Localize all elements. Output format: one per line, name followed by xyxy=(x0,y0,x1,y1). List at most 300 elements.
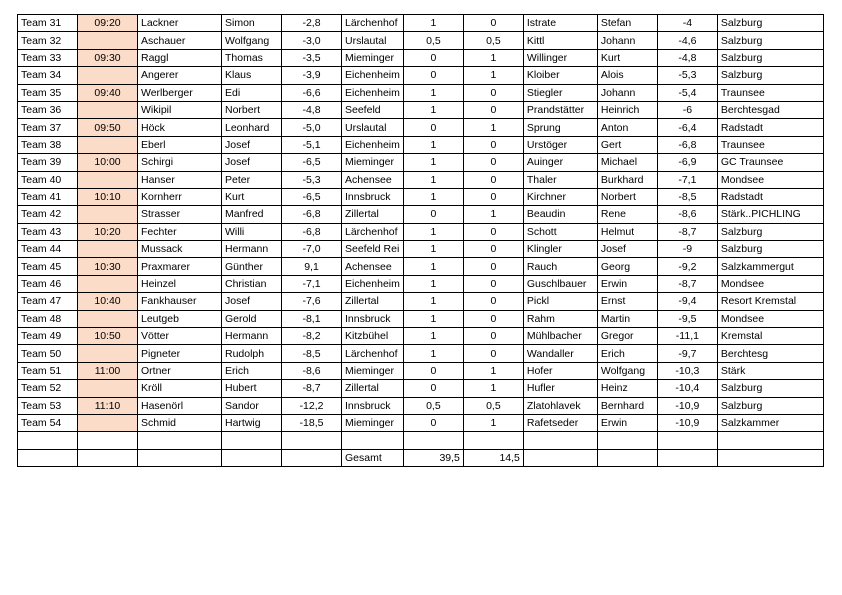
lastname-b-cell: Zlatohlavek xyxy=(523,397,597,414)
firstname-a-cell: Hubert xyxy=(222,380,282,397)
empty-cell xyxy=(138,432,222,449)
points-b-cell: 1 xyxy=(463,362,523,379)
table-row xyxy=(18,362,824,379)
firstname-a-cell: Manfred xyxy=(222,206,282,223)
firstname-b-cell: Bernhard xyxy=(597,397,657,414)
lastname-a-cell: Schirgi xyxy=(138,154,222,171)
tee-time-cell: 09:20 xyxy=(78,15,138,32)
team-cell: Team 51 xyxy=(18,362,78,379)
empty-cell xyxy=(138,449,222,466)
club-b-cell: Salzburg xyxy=(717,223,823,240)
tee-time-cell xyxy=(78,171,138,188)
handicap-a-cell: -12,2 xyxy=(282,397,342,414)
club-a-cell: Eichenheim xyxy=(342,136,404,153)
handicap-b-cell: -8,6 xyxy=(657,206,717,223)
tee-time-cell: 09:40 xyxy=(78,84,138,101)
points-a-cell: 0 xyxy=(403,67,463,84)
table-row xyxy=(18,136,824,153)
lastname-b-cell: Urstöger xyxy=(523,136,597,153)
lastname-b-cell: Mühlbacher xyxy=(523,328,597,345)
empty-cell xyxy=(657,432,717,449)
points-a-cell: 1 xyxy=(403,136,463,153)
empty-cell xyxy=(403,432,463,449)
tee-time-cell: 11:00 xyxy=(78,362,138,379)
empty-cell xyxy=(657,449,717,466)
handicap-b-cell: -6,8 xyxy=(657,136,717,153)
firstname-a-cell: Edi xyxy=(222,84,282,101)
table-row xyxy=(18,293,824,310)
team-cell: Team 54 xyxy=(18,414,78,431)
club-b-cell: Resort Kremstal xyxy=(717,293,823,310)
table-row xyxy=(18,414,824,431)
team-cell: Team 46 xyxy=(18,275,78,292)
points-b-cell: 0,5 xyxy=(463,397,523,414)
handicap-a-cell: -7,1 xyxy=(282,275,342,292)
tee-time-cell: 10:30 xyxy=(78,258,138,275)
club-b-cell: Traunsee xyxy=(717,84,823,101)
tee-time-cell xyxy=(78,414,138,431)
firstname-b-cell: Kurt xyxy=(597,49,657,66)
handicap-a-cell: -3,9 xyxy=(282,67,342,84)
points-b-cell: 1 xyxy=(463,206,523,223)
firstname-a-cell: Hermann xyxy=(222,241,282,258)
tee-time-cell xyxy=(78,32,138,49)
club-b-cell: Salzburg xyxy=(717,67,823,84)
table-row xyxy=(18,345,824,362)
handicap-a-cell: -5,0 xyxy=(282,119,342,136)
tee-time-cell: 10:00 xyxy=(78,154,138,171)
handicap-b-cell: -9,4 xyxy=(657,293,717,310)
club-a-cell: Kitzbühel xyxy=(342,328,404,345)
lastname-a-cell: Strasser xyxy=(138,206,222,223)
points-b-cell: 0 xyxy=(463,136,523,153)
points-b-cell: 0 xyxy=(463,293,523,310)
firstname-a-cell: Norbert xyxy=(222,101,282,118)
points-a-cell: 1 xyxy=(403,188,463,205)
lastname-a-cell: Kröll xyxy=(138,380,222,397)
club-b-cell: Mondsee xyxy=(717,171,823,188)
team-cell: Team 44 xyxy=(18,241,78,258)
firstname-a-cell: Josef xyxy=(222,293,282,310)
team-cell: Team 47 xyxy=(18,293,78,310)
club-a-cell: Seefeld Rei xyxy=(342,241,404,258)
handicap-a-cell: -7,6 xyxy=(282,293,342,310)
club-a-cell: Mieminger xyxy=(342,154,404,171)
handicap-a-cell: -7,0 xyxy=(282,241,342,258)
club-a-cell: Zillertal xyxy=(342,380,404,397)
total-points-a: 39,5 xyxy=(403,449,463,466)
team-cell: Team 32 xyxy=(18,32,78,49)
handicap-b-cell: -8,5 xyxy=(657,188,717,205)
club-b-cell: Salzburg xyxy=(717,397,823,414)
firstname-a-cell: Klaus xyxy=(222,67,282,84)
points-b-cell: 0 xyxy=(463,15,523,32)
points-a-cell: 1 xyxy=(403,275,463,292)
firstname-a-cell: Christian xyxy=(222,275,282,292)
empty-cell xyxy=(597,432,657,449)
points-a-cell: 0 xyxy=(403,380,463,397)
firstname-a-cell: Thomas xyxy=(222,49,282,66)
club-b-cell: GC Traunsee xyxy=(717,154,823,171)
lastname-a-cell: Aschauer xyxy=(138,32,222,49)
team-cell: Team 36 xyxy=(18,101,78,118)
firstname-a-cell: Hartwig xyxy=(222,414,282,431)
points-b-cell: 1 xyxy=(463,380,523,397)
handicap-b-cell: -9,7 xyxy=(657,345,717,362)
club-a-cell: Eichenheim xyxy=(342,84,404,101)
club-a-cell: Urslautal xyxy=(342,119,404,136)
empty-cell xyxy=(78,432,138,449)
lastname-b-cell: Klingler xyxy=(523,241,597,258)
club-b-cell: Stärk xyxy=(717,362,823,379)
lastname-a-cell: Angerer xyxy=(138,67,222,84)
points-a-cell: 0,5 xyxy=(403,397,463,414)
table-row xyxy=(18,188,824,205)
club-b-cell: Berchtesgad xyxy=(717,101,823,118)
empty-cell xyxy=(222,432,282,449)
handicap-b-cell: -6,4 xyxy=(657,119,717,136)
firstname-b-cell: Johann xyxy=(597,32,657,49)
team-cell: Team 52 xyxy=(18,380,78,397)
empty-cell xyxy=(717,449,823,466)
points-b-cell: 0 xyxy=(463,84,523,101)
points-a-cell: 1 xyxy=(403,171,463,188)
firstname-b-cell: Burkhard xyxy=(597,171,657,188)
firstname-a-cell: Hermann xyxy=(222,328,282,345)
club-a-cell: Innsbruck xyxy=(342,310,404,327)
handicap-b-cell: -4,6 xyxy=(657,32,717,49)
points-a-cell: 1 xyxy=(403,15,463,32)
tee-time-cell: 09:50 xyxy=(78,119,138,136)
club-a-cell: Achensee xyxy=(342,171,404,188)
lastname-b-cell: Rauch xyxy=(523,258,597,275)
club-b-cell: Salzkammer xyxy=(717,414,823,431)
team-cell: Team 38 xyxy=(18,136,78,153)
firstname-b-cell: Stefan xyxy=(597,15,657,32)
firstname-b-cell: Erwin xyxy=(597,275,657,292)
firstname-b-cell: Martin xyxy=(597,310,657,327)
table-row xyxy=(18,223,824,240)
firstname-b-cell: Michael xyxy=(597,154,657,171)
firstname-a-cell: Josef xyxy=(222,154,282,171)
handicap-a-cell: -6,5 xyxy=(282,154,342,171)
handicap-b-cell: -6 xyxy=(657,101,717,118)
team-cell: Team 48 xyxy=(18,310,78,327)
firstname-b-cell: Ernst xyxy=(597,293,657,310)
lastname-b-cell: Hufler xyxy=(523,380,597,397)
points-b-cell: 0 xyxy=(463,188,523,205)
team-cell: Team 40 xyxy=(18,171,78,188)
table-row xyxy=(18,84,824,101)
club-b-cell: Salzburg xyxy=(717,15,823,32)
points-b-cell: 0 xyxy=(463,154,523,171)
total-points-b: 14,5 xyxy=(463,449,523,466)
handicap-b-cell: -10,9 xyxy=(657,414,717,431)
points-b-cell: 1 xyxy=(463,67,523,84)
lastname-a-cell: Heinzel xyxy=(138,275,222,292)
lastname-a-cell: Fankhauser xyxy=(138,293,222,310)
points-b-cell: 0 xyxy=(463,258,523,275)
tee-time-cell xyxy=(78,310,138,327)
team-cell: Team 37 xyxy=(18,119,78,136)
firstname-a-cell: Sandor xyxy=(222,397,282,414)
firstname-b-cell: Wolfgang xyxy=(597,362,657,379)
club-a-cell: Eichenheim xyxy=(342,67,404,84)
team-cell: Team 41 xyxy=(18,188,78,205)
table-row xyxy=(18,380,824,397)
handicap-a-cell: -8,5 xyxy=(282,345,342,362)
firstname-a-cell: Leonhard xyxy=(222,119,282,136)
lastname-b-cell: Thaler xyxy=(523,171,597,188)
table-row xyxy=(18,258,824,275)
handicap-a-cell: -6,8 xyxy=(282,223,342,240)
tee-time-cell: 10:20 xyxy=(78,223,138,240)
points-a-cell: 1 xyxy=(403,258,463,275)
total-row xyxy=(18,449,824,466)
lastname-b-cell: Willinger xyxy=(523,49,597,66)
club-a-cell: Zillertal xyxy=(342,293,404,310)
lastname-a-cell: Lackner xyxy=(138,15,222,32)
points-a-cell: 0 xyxy=(403,414,463,431)
lastname-a-cell: Wikipil xyxy=(138,101,222,118)
tee-time-cell: 09:30 xyxy=(78,49,138,66)
table-row xyxy=(18,310,824,327)
lastname-a-cell: Schmid xyxy=(138,414,222,431)
lastname-a-cell: Hanser xyxy=(138,171,222,188)
table-row xyxy=(18,154,824,171)
empty-cell xyxy=(523,449,597,466)
firstname-a-cell: Günther xyxy=(222,258,282,275)
empty-cell xyxy=(18,432,78,449)
tee-time-cell: 11:10 xyxy=(78,397,138,414)
points-a-cell: 0,5 xyxy=(403,32,463,49)
handicap-a-cell: -18,5 xyxy=(282,414,342,431)
handicap-b-cell: -10,3 xyxy=(657,362,717,379)
lastname-b-cell: Kirchner xyxy=(523,188,597,205)
points-b-cell: 1 xyxy=(463,119,523,136)
tee-time-cell: 10:50 xyxy=(78,328,138,345)
handicap-a-cell: -6,5 xyxy=(282,188,342,205)
club-a-cell: Mieminger xyxy=(342,362,404,379)
results-table xyxy=(17,14,824,467)
handicap-b-cell: -6,9 xyxy=(657,154,717,171)
points-a-cell: 1 xyxy=(403,241,463,258)
handicap-b-cell: -9,5 xyxy=(657,310,717,327)
points-a-cell: 1 xyxy=(403,101,463,118)
team-cell: Team 31 xyxy=(18,15,78,32)
tee-time-cell xyxy=(78,136,138,153)
club-a-cell: Lärchenhof xyxy=(342,15,404,32)
empty-cell xyxy=(222,449,282,466)
firstname-b-cell: Josef xyxy=(597,241,657,258)
lastname-a-cell: Werlberger xyxy=(138,84,222,101)
lastname-b-cell: Wandaller xyxy=(523,345,597,362)
points-b-cell: 0 xyxy=(463,223,523,240)
firstname-b-cell: Georg xyxy=(597,258,657,275)
empty-cell xyxy=(342,432,404,449)
table-row xyxy=(18,397,824,414)
empty-cell xyxy=(523,432,597,449)
table-row xyxy=(18,101,824,118)
empty-cell xyxy=(717,432,823,449)
firstname-b-cell: Heinrich xyxy=(597,101,657,118)
club-b-cell: Radstadt xyxy=(717,188,823,205)
firstname-a-cell: Gerold xyxy=(222,310,282,327)
handicap-b-cell: -7,1 xyxy=(657,171,717,188)
lastname-a-cell: Vötter xyxy=(138,328,222,345)
handicap-b-cell: -10,9 xyxy=(657,397,717,414)
team-cell: Team 50 xyxy=(18,345,78,362)
firstname-a-cell: Peter xyxy=(222,171,282,188)
empty-cell xyxy=(282,449,342,466)
empty-cell xyxy=(18,449,78,466)
tee-time-cell xyxy=(78,275,138,292)
results-body xyxy=(18,15,824,467)
firstname-a-cell: Josef xyxy=(222,136,282,153)
handicap-a-cell: -5,3 xyxy=(282,171,342,188)
handicap-b-cell: -5,3 xyxy=(657,67,717,84)
lastname-a-cell: Mussack xyxy=(138,241,222,258)
lastname-a-cell: Fechter xyxy=(138,223,222,240)
firstname-a-cell: Simon xyxy=(222,15,282,32)
handicap-a-cell: -8,1 xyxy=(282,310,342,327)
club-b-cell: Radstadt xyxy=(717,119,823,136)
handicap-a-cell: -2,8 xyxy=(282,15,342,32)
points-a-cell: 1 xyxy=(403,345,463,362)
handicap-a-cell: -4,8 xyxy=(282,101,342,118)
table-row xyxy=(18,171,824,188)
firstname-a-cell: Rudolph xyxy=(222,345,282,362)
lastname-b-cell: Sprung xyxy=(523,119,597,136)
lastname-a-cell: Pigneter xyxy=(138,345,222,362)
team-cell: Team 39 xyxy=(18,154,78,171)
tee-time-cell xyxy=(78,345,138,362)
table-row xyxy=(18,275,824,292)
points-b-cell: 0 xyxy=(463,345,523,362)
firstname-b-cell: Norbert xyxy=(597,188,657,205)
firstname-b-cell: Johann xyxy=(597,84,657,101)
points-a-cell: 1 xyxy=(403,328,463,345)
tee-time-cell xyxy=(78,241,138,258)
firstname-a-cell: Wolfgang xyxy=(222,32,282,49)
points-b-cell: 0 xyxy=(463,171,523,188)
team-cell: Team 42 xyxy=(18,206,78,223)
handicap-b-cell: -8,7 xyxy=(657,223,717,240)
table-row xyxy=(18,32,824,49)
empty-cell xyxy=(597,449,657,466)
table-row xyxy=(18,241,824,258)
lastname-b-cell: Rafetseder xyxy=(523,414,597,431)
points-a-cell: 0 xyxy=(403,119,463,136)
lastname-b-cell: Rahm xyxy=(523,310,597,327)
firstname-a-cell: Willi xyxy=(222,223,282,240)
team-cell: Team 43 xyxy=(18,223,78,240)
club-b-cell: Berchtesg xyxy=(717,345,823,362)
handicap-a-cell: -5,1 xyxy=(282,136,342,153)
empty-cell xyxy=(78,449,138,466)
club-a-cell: Lärchenhof xyxy=(342,223,404,240)
handicap-a-cell: -8,7 xyxy=(282,380,342,397)
club-a-cell: Innsbruck xyxy=(342,397,404,414)
club-a-cell: Mieminger xyxy=(342,414,404,431)
handicap-b-cell: -10,4 xyxy=(657,380,717,397)
points-a-cell: 0 xyxy=(403,206,463,223)
firstname-a-cell: Erich xyxy=(222,362,282,379)
handicap-a-cell: -6,6 xyxy=(282,84,342,101)
lastname-b-cell: Pickl xyxy=(523,293,597,310)
points-a-cell: 1 xyxy=(403,293,463,310)
firstname-a-cell: Kurt xyxy=(222,188,282,205)
club-b-cell: Salzburg xyxy=(717,32,823,49)
table-row xyxy=(18,206,824,223)
club-b-cell: Kremstal xyxy=(717,328,823,345)
points-b-cell: 0 xyxy=(463,275,523,292)
table-row xyxy=(18,15,824,32)
club-a-cell: Zillertal xyxy=(342,206,404,223)
lastname-a-cell: Ortner xyxy=(138,362,222,379)
handicap-b-cell: -4 xyxy=(657,15,717,32)
lastname-b-cell: Istrate xyxy=(523,15,597,32)
points-a-cell: 1 xyxy=(403,154,463,171)
lastname-b-cell: Prandstätter xyxy=(523,101,597,118)
club-b-cell: Salzburg xyxy=(717,380,823,397)
club-a-cell: Achensee xyxy=(342,258,404,275)
lastname-b-cell: Stiegler xyxy=(523,84,597,101)
firstname-b-cell: Gert xyxy=(597,136,657,153)
points-a-cell: 0 xyxy=(403,362,463,379)
lastname-a-cell: Leutgeb xyxy=(138,310,222,327)
firstname-b-cell: Gregor xyxy=(597,328,657,345)
empty-cell xyxy=(282,432,342,449)
handicap-a-cell: -3,5 xyxy=(282,49,342,66)
lastname-b-cell: Beaudin xyxy=(523,206,597,223)
tee-time-cell xyxy=(78,206,138,223)
team-cell: Team 34 xyxy=(18,67,78,84)
firstname-b-cell: Erwin xyxy=(597,414,657,431)
team-cell: Team 49 xyxy=(18,328,78,345)
points-a-cell: 1 xyxy=(403,310,463,327)
lastname-b-cell: Kloiber xyxy=(523,67,597,84)
lastname-b-cell: Hofer xyxy=(523,362,597,379)
team-cell: Team 45 xyxy=(18,258,78,275)
handicap-a-cell: -6,8 xyxy=(282,206,342,223)
empty-cell xyxy=(463,432,523,449)
firstname-b-cell: Erich xyxy=(597,345,657,362)
handicap-b-cell: -11,1 xyxy=(657,328,717,345)
lastname-b-cell: Kittl xyxy=(523,32,597,49)
handicap-a-cell: -3,0 xyxy=(282,32,342,49)
club-a-cell: Lärchenhof xyxy=(342,345,404,362)
firstname-b-cell: Rene xyxy=(597,206,657,223)
handicap-a-cell: -8,6 xyxy=(282,362,342,379)
handicap-b-cell: -4,8 xyxy=(657,49,717,66)
blank-row xyxy=(18,432,824,449)
table-row xyxy=(18,119,824,136)
lastname-b-cell: Guschlbauer xyxy=(523,275,597,292)
handicap-b-cell: -8,7 xyxy=(657,275,717,292)
table-row xyxy=(18,328,824,345)
tee-time-cell xyxy=(78,101,138,118)
handicap-a-cell: 9,1 xyxy=(282,258,342,275)
points-b-cell: 1 xyxy=(463,414,523,431)
club-a-cell: Urslautal xyxy=(342,32,404,49)
club-b-cell: Traunsee xyxy=(717,136,823,153)
handicap-b-cell: -9,2 xyxy=(657,258,717,275)
club-b-cell: Salzburg xyxy=(717,49,823,66)
firstname-b-cell: Helmut xyxy=(597,223,657,240)
points-a-cell: 0 xyxy=(403,49,463,66)
lastname-a-cell: Eberl xyxy=(138,136,222,153)
